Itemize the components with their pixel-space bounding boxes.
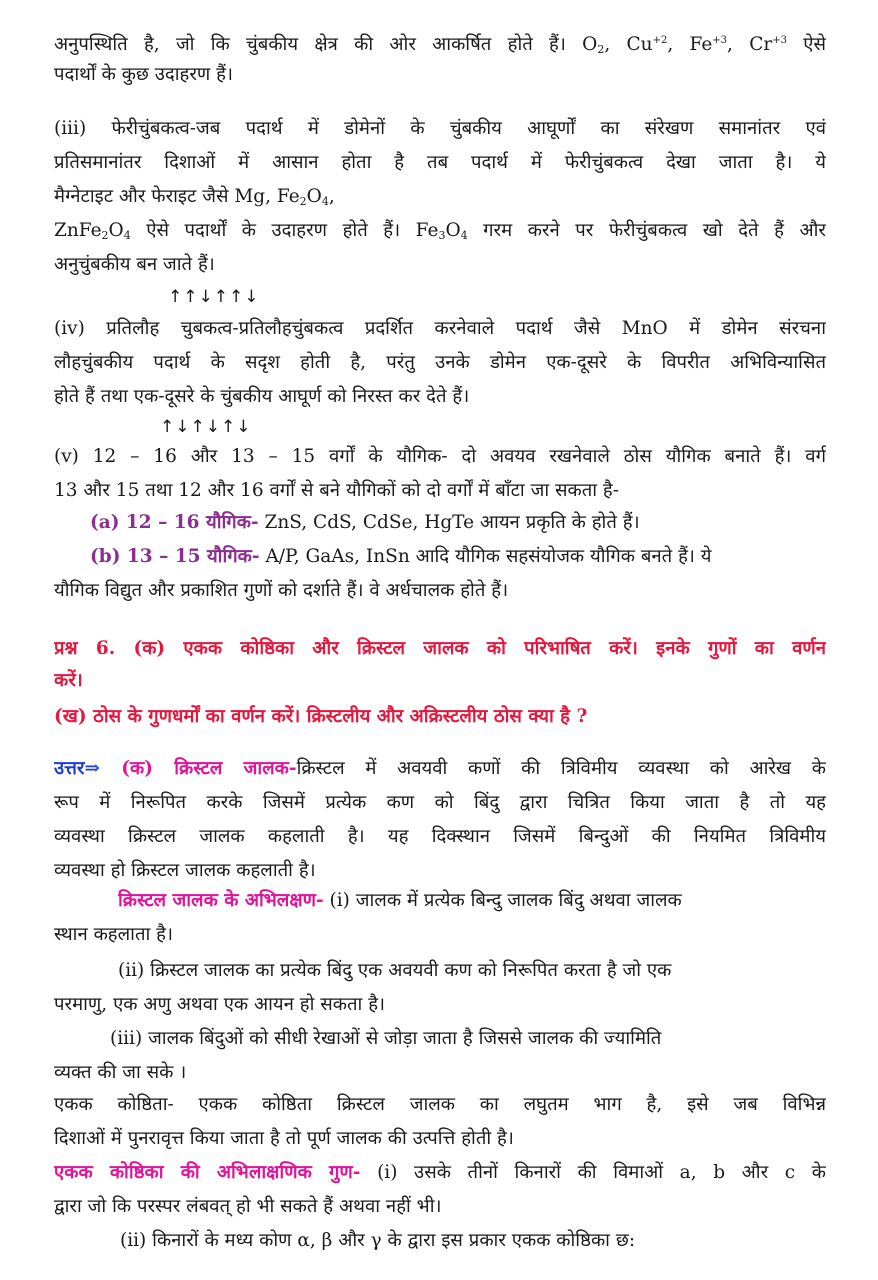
question-heading-cont: करें। [54,670,83,691]
text-line: स्थान कहलाता है। [54,924,174,945]
text-line: 13 और 15 तथा 12 और 16 वर्गों से बने यौगिकों को दो वर्गों में बाँटा जा सकता है- [54,480,619,501]
text-line: (ii) क्रिस्टल जालक का प्रत्येक बिंदु एक अवयवी कण को निरूपित करता है जो एक [118,960,672,981]
text-line: व्यवस्था क्रिस्टल जालक कहलाती है। यह दिक्स्थान जिसमें बिन्दुओं की नियमित त्रिविमीय [54,826,826,847]
text-line: रूप में निरूपित करके जिसमें प्रत्येक कण को बिंदु द्वारा चित्रित किया जाता है तो यह [54,792,826,813]
text-line: व्यक्त की जा सके । [54,1062,187,1083]
text-line: पदार्थों के कुछ उदाहरण हैं। [54,64,233,85]
text-line: द्वारा जो कि परस्पर लंबवत् हो भी सकते हैं अथवा नहीं भी। [54,1196,442,1217]
answer-line: उत्तर⇒ (क) क्रिस्टल जालक-क्रिस्टल में अवयवी कणों की त्रिविमीय व्यवस्था को आरेख के [54,758,826,779]
paragraph-iii-line: (iii) फेरीचुंबकत्व-जब पदार्थ में डोमेनों के चुंबकीय आघूर्णों का संरेखण समानांतर एवं [54,118,826,139]
question-heading: प्रश्न 6. (क) एकक कोष्ठिका और क्रिस्टल जालक को परिभाषित करें। इनके गुणों का वर्णन [54,638,826,659]
subitem-b: (b) 13 – 15 यौगिक- A/P, GaAs, InSn आदि यौगिक सहसंयोजक यौगिक बनते हैं। ये [90,546,712,567]
text-line: (iii) जालक बिंदुओं को सीधी रेखाओं से जोड़ा जाता है जिससे जालक की ज्यामिति [110,1028,662,1049]
text-line: $ZnFe_2O_4$ ऐसे पदार्थों के उदाहरण होते हैं। $Fe_3O_4$ गरम करने पर फेरीचुंबकत्व खो देते हैं और [54,220,826,242]
paragraph-iv-line: (iv) प्रतिलौह चुबकत्व-प्रतिलौहचुंबकत्व प्रदर्शित करनेवाले पदार्थ जैसे MnO में डोमेन संरचना [54,318,826,339]
text-line: लौहचुंबकीय पदार्थ के सदृश होती है, परंतु उनके डोमेन एक-दूसरे के विपरीत अभिविन्यासित [54,352,826,373]
text-line: मैग्नेटाइट और फेराइट जैसे Mg, $Fe_2O_4$, [54,186,335,208]
text-line: परमाणु, एक अणु अथवा एक आयन हो सकता है। [54,994,386,1015]
text-line: दिशाओं में पुनरावृत्त किया जाता है तो पूर्ण जालक की उत्पत्ति होती है। [54,1128,514,1149]
unit-cell-definition: एकक कोष्ठिता- एकक कोष्ठिता क्रिस्टल जालक का लघुतम भाग है, इसे जब विभिन्न [54,1094,826,1115]
spin-arrows-ferri: ↑↑↓↑↑↓ [168,287,260,307]
text-line: अनुचुंबकीय बन जाते हैं। [54,254,215,275]
characteristics-line: क्रिस्टल जालक के अभिलक्षण- (i) जालक में प्रत्येक बिन्दु जालक बिंदु अथवा जालक [118,890,682,911]
text-line: अनुपस्थिति है, जो कि चुंबकीय क्षेत्र की ओर आकर्षित होते हैं। $O_2$, $Cu^{+2}$, $Fe^{+3}$, $Cr^{+3}$ ऐसे [54,34,826,56]
subitem-a: (a) 12 – 16 यौगिक- ZnS, CdS, CdSe, HgTe आयन प्रकृति के होते हैं। [90,512,640,533]
text-line: प्रतिसमानांतर दिशाओं में आसान होता है तब पदार्थ में फेरीचुंबकत्व देखा जाता है। ये [54,152,826,173]
text-line: यौगिक विद्युत और प्रकाशित गुणों को दर्शाते हैं। वे अर्धचालक होते हैं। [54,580,509,601]
spin-arrows-antiferro: ↑↓↑↓↑↓ [160,417,252,437]
text-line: (ii) किनारों के मध्य कोण α, β और γ के द्वारा इस प्रकार एकक कोष्ठिका छ: [120,1230,636,1251]
question-subpart: (ख) ठोस के गुणधर्मों का वर्णन करें। क्रिस्टलीय और अक्रिस्टलीय ठोस क्या है ? [54,706,588,727]
text-line: होते हैं तथा एक-दूसरे के चुंबकीय आघूर्ण को निरस्त कर देते हैं। [54,386,470,407]
paragraph-v-line: (v) 12 – 16 और 13 – 15 वर्गों के यौगिक- दो अवयव रखनेवाले ठोस यौगिक बनाते हैं। वर्ग [54,446,826,467]
unit-cell-properties: एकक कोष्ठिका की अभिलाक्षणिक गुण- (i) उसके तीनों किनारों की विमाओं a, b और c के [54,1162,826,1183]
text-line: व्यवस्था हो क्रिस्टल जालक कहलाती है। [54,860,316,881]
